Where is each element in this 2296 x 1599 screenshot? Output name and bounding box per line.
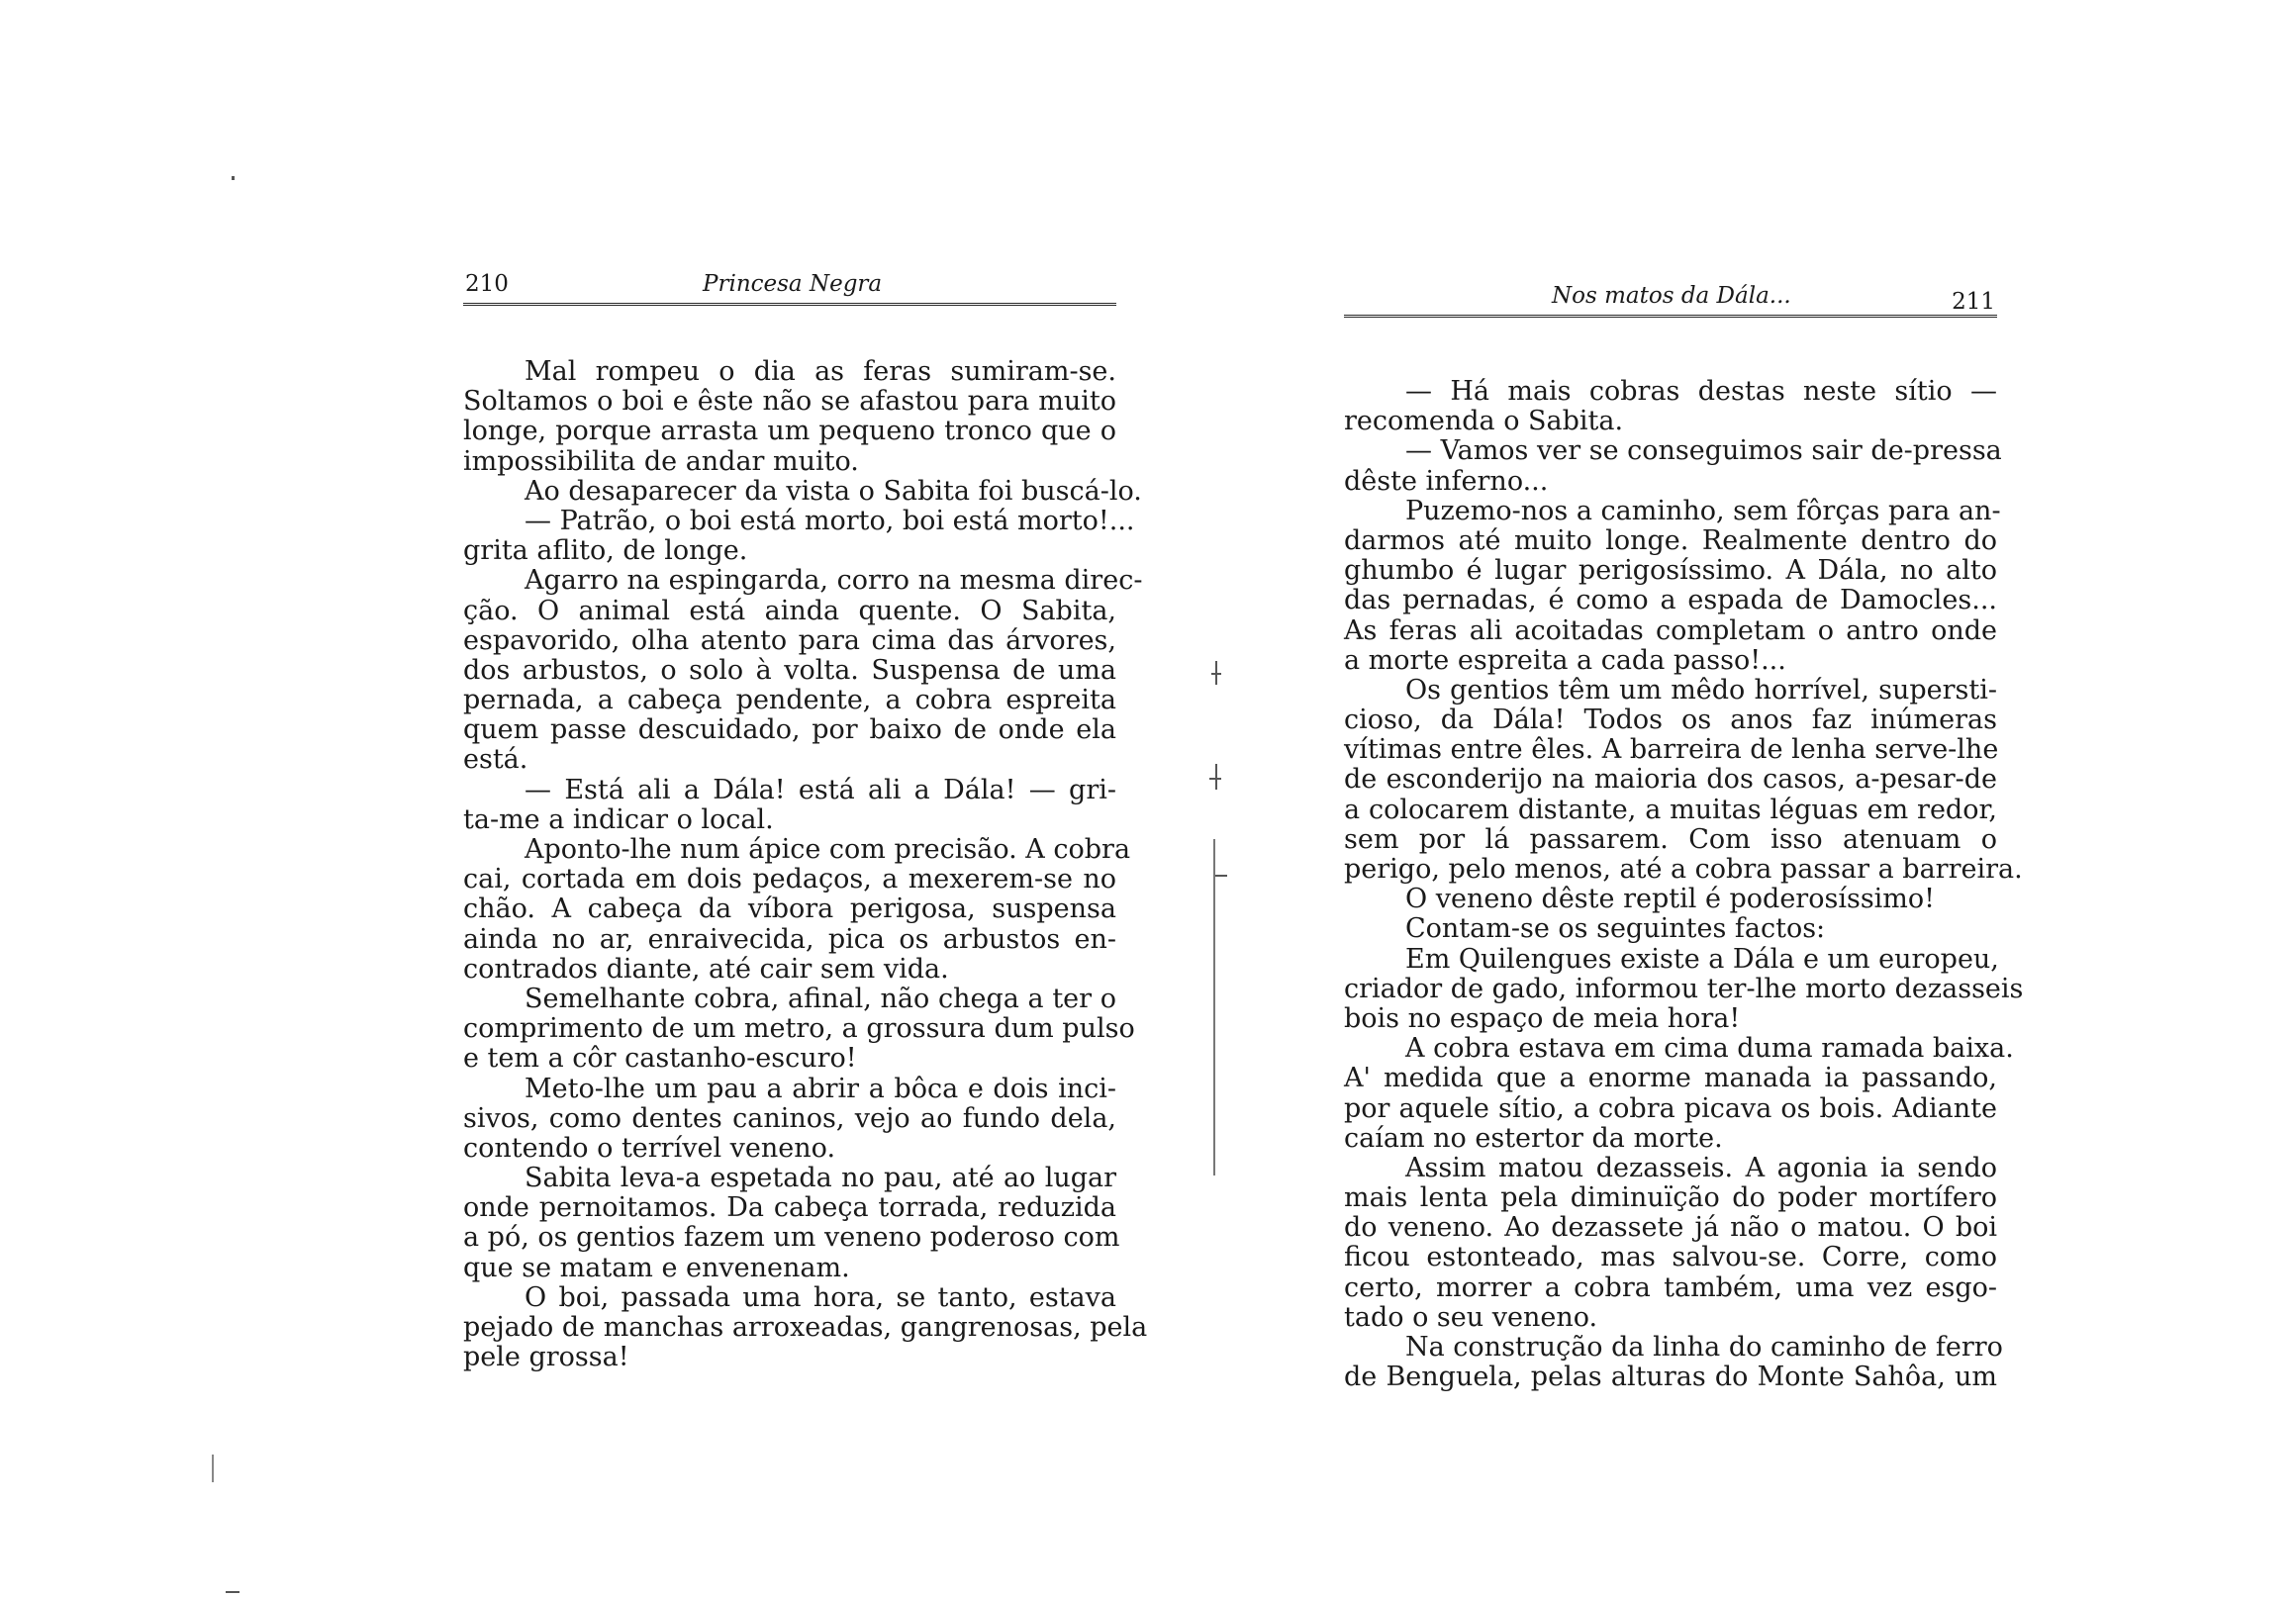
text-line: Na construção da linha do caminho de ferro [1405, 1332, 2003, 1363]
text-line: a morte espreita a cada passo!... [1344, 644, 1786, 676]
text-line: contrados diante, até cair sem vida. [463, 953, 949, 985]
text-line: ta-me a indicar o local. [463, 803, 774, 835]
right-page [1344, 279, 2024, 1393]
left-running-title: Princesa Negra [703, 271, 883, 297]
right-header-rule [1344, 315, 1997, 320]
left-body-text [463, 356, 1148, 1373]
text-line: grita aflito, de longe. [463, 535, 748, 567]
text-line: chão. A cabeça da víbora perigosa, suspensa [463, 894, 1116, 925]
text-line: Soltamos o boi e êste não se afastou para muito [463, 386, 1116, 418]
text-line: Em Quilengues existe a Dála e um europeu, [1405, 943, 1999, 975]
text-line: a colocarem distante, a muitas léguas em redor, [1344, 794, 1997, 825]
text-line: está. [463, 744, 528, 776]
text-line: e tem a côr castanho-escuro! [463, 1043, 857, 1075]
text-line: perigo, pelo menos, até a cobra passar a barreira. [1344, 854, 2023, 885]
text-line: A' medida que a enorme manada ia passando, [1344, 1063, 1997, 1094]
margin-mark [226, 1591, 239, 1593]
text-line: que se matam e envenenam. [463, 1252, 850, 1283]
text-line: quem passe descuidado, por baixo de onde ela [463, 714, 1116, 746]
text-line: recomenda o Sabita. [1344, 406, 1624, 437]
gutter-mark [1215, 875, 1227, 877]
text-line: ficou estonteado, mas salvou-se. Corre, como [1344, 1242, 1997, 1273]
text-line: tado o seu veneno. [1344, 1301, 1598, 1333]
text-line: Contam-se os seguintes factos: [1405, 913, 1826, 945]
text-line: dos arbustos, o solo à volta. Suspensa de uma [463, 654, 1116, 686]
right-running-title: Nos matos da Dála... [1552, 283, 1791, 309]
text-line: impossibilita de andar muito. [463, 445, 859, 477]
text-line: — Está ali a Dála! está ali a Dála! — gri- [525, 774, 1116, 805]
text-line: Puzemo-nos a caminho, sem fôrças para an- [1405, 495, 2001, 526]
gutter-mark [1215, 764, 1217, 790]
text-line: de esconderijo na maioria dos casos, a-pesar-de [1344, 764, 1997, 796]
text-line: de Benguela, pelas alturas do Monte Sahôa, um [1344, 1362, 1997, 1393]
text-line: das pernadas, é como a espada de Damocles... [1344, 585, 1997, 616]
text-line: cai, cortada em dois pedaços, a mexerem-se no [463, 864, 1116, 895]
left-running-head [463, 267, 1116, 301]
text-line: O boi, passada uma hora, se tanto, estava [525, 1281, 1116, 1313]
text-line: por aquele sítio, a cobra picava os bois. Adiante [1344, 1092, 1997, 1124]
right-body-text [1344, 376, 2024, 1393]
text-line: sem por lá passarem. Com isso atenuam o [1344, 823, 1997, 855]
text-line: — Patrão, o boi está morto, boi está morto!... [525, 505, 1135, 536]
right-running-head [1344, 279, 1997, 313]
text-line: pele grossa! [463, 1342, 629, 1373]
text-line: A cobra estava em cima duma ramada baixa. [1405, 1033, 2014, 1065]
text-line: Meto-lhe um pau a abrir a bôca e dois inci- [525, 1073, 1116, 1104]
gutter-mark [1209, 778, 1221, 780]
text-line: Ao desaparecer da vista o Sabita foi buscá-lo. [525, 475, 1142, 507]
text-line: Sabita leva-a espetada no pau, até ao lugar [525, 1163, 1116, 1194]
left-page-number: 210 [465, 271, 509, 297]
text-line: a pó, os gentios fazem um veneno poderoso com [463, 1222, 1120, 1254]
text-line: Os gentios têm um mêdo horrível, supersti- [1405, 674, 1997, 705]
text-line: pejado de manchas arroxeadas, gangrenosas, pela [463, 1312, 1148, 1343]
gutter-mark [1211, 673, 1221, 675]
text-line: contendo o terrível veneno. [463, 1132, 836, 1164]
text-line: sivos, como dentes caninos, vejo ao fundo dela, [463, 1102, 1116, 1134]
text-line: caíam no estertor da morte. [1344, 1122, 1723, 1154]
text-line: mais lenta pela diminuïção do poder mortífero [1344, 1182, 1997, 1214]
text-line: dêste inferno... [1344, 465, 1549, 497]
text-line: ghumbo é lugar perigosíssimo. A Dála, no alto [1344, 555, 1997, 587]
text-line: Mal rompeu o dia as feras sumiram-se. [525, 356, 1116, 387]
text-line: criador de gado, informou ter-lhe morto dezasseis [1344, 973, 2024, 1004]
text-line: do veneno. Ao dezassete já não o matou. O boi [1344, 1212, 1997, 1244]
text-line: Semelhante cobra, afinal, não chega a ter o [525, 983, 1116, 1014]
text-line: ainda no ar, enraivecida, pica os arbustos en- [463, 923, 1116, 955]
text-line: Agarro na espingarda, corro na mesma direc- [525, 565, 1143, 597]
left-page [463, 267, 1148, 1373]
text-line: cioso, da Dála! Todos os anos faz inúmeras [1344, 705, 1997, 736]
left-header-rule [463, 303, 1116, 308]
right-page-number: 211 [1952, 289, 1995, 315]
text-line: O veneno dêste reptil é poderosíssimo! [1405, 884, 1936, 915]
text-line: certo, morrer a cobra também, uma vez esgo- [1344, 1271, 1997, 1303]
text-line: onde pernoitamos. Da cabeça torrada, reduzida [463, 1192, 1116, 1224]
text-line: pernada, a cabeça pendente, a cobra espreita [463, 685, 1116, 716]
margin-mark [212, 1455, 214, 1482]
text-line: — Há mais cobras destas neste sítio — [1405, 376, 1997, 407]
text-line: Aponto-lhe num ápice com precisão. A cobra [525, 834, 1131, 865]
text-line: As feras ali acoitadas completam o antro onde [1344, 614, 1997, 646]
text-line: Assim matou dezasseis. A agonia ia sendo [1405, 1152, 1997, 1183]
text-line: ção. O animal está ainda quente. O Sabita, [463, 595, 1116, 626]
text-line: darmos até muito longe. Realmente dentro do [1344, 524, 1997, 556]
gutter-mark [1213, 839, 1215, 1176]
margin-mark [232, 176, 235, 180]
text-line: — Vamos ver se conseguimos sair de-pressa [1405, 435, 2002, 467]
text-line: bois no espaço de meia hora! [1344, 1002, 1741, 1034]
text-line: espavorido, olha atento para cima das árvores, [463, 624, 1116, 656]
text-line: vítimas entre êles. A barreira de lenha serve-lhe [1344, 734, 1999, 766]
text-line: comprimento de um metro, a grossura dum pulso [463, 1013, 1135, 1045]
text-line: longe, porque arrasta um pequeno tronco que o [463, 416, 1116, 447]
